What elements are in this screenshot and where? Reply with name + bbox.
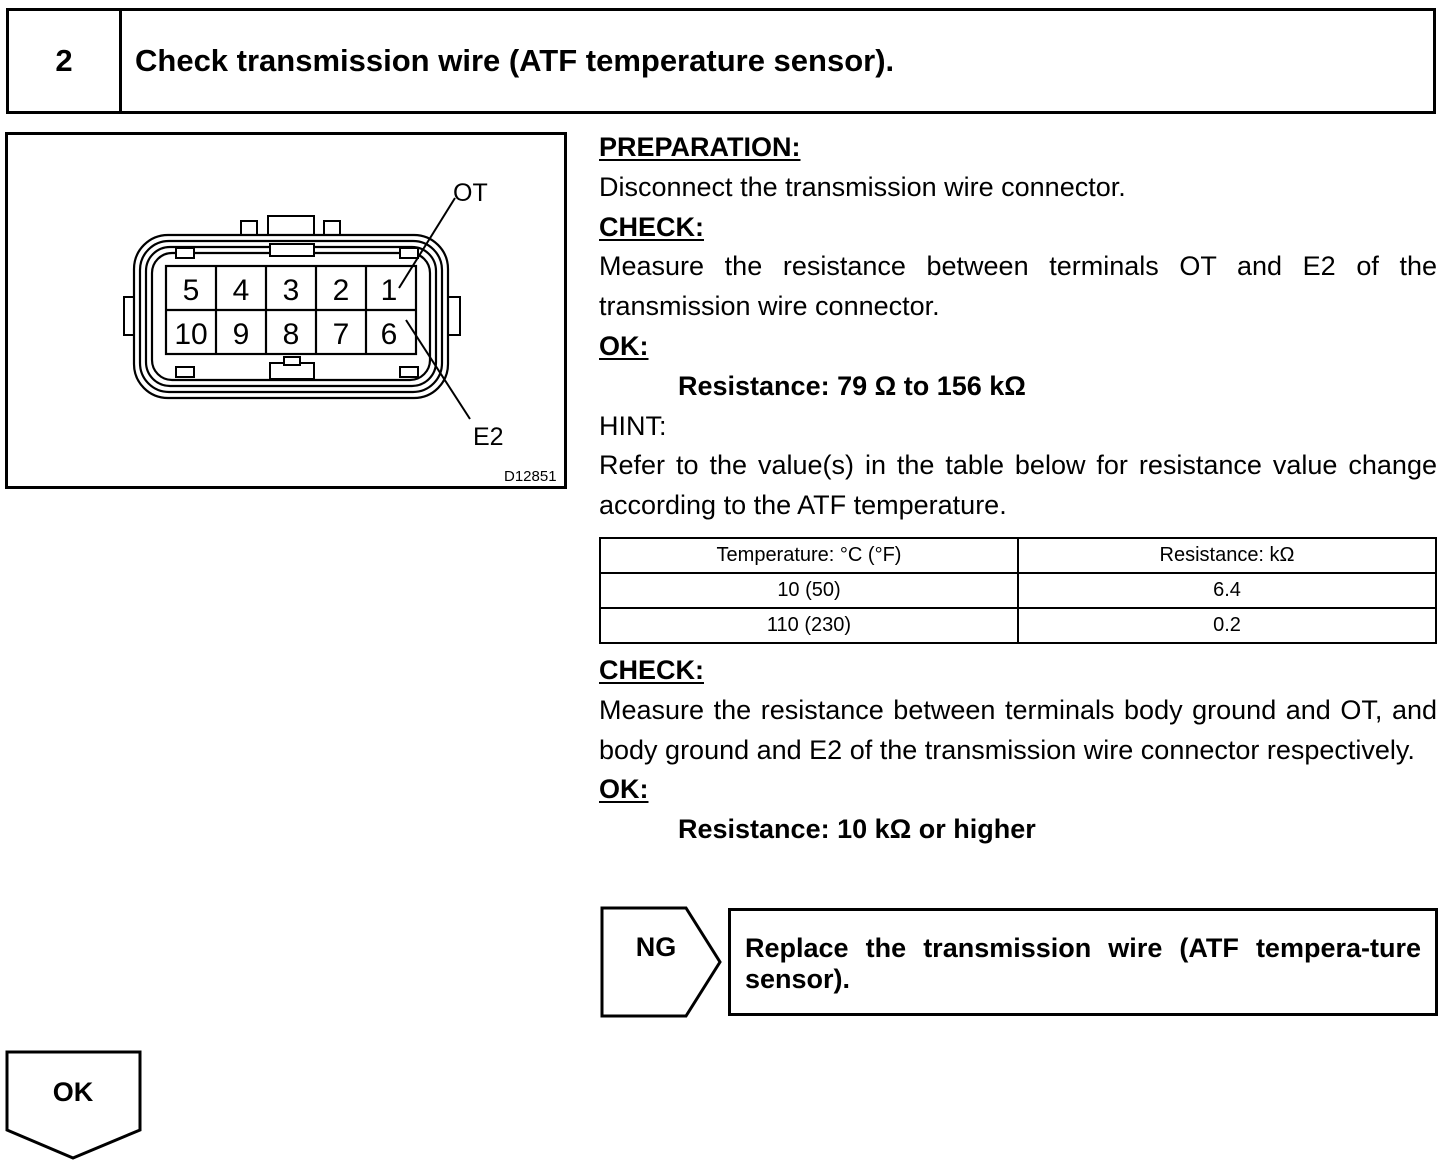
check-heading: CHECK:: [599, 211, 704, 242]
connector-right-latch: [448, 297, 460, 335]
check-text: Measure the resistance between terminals OT and E2 of the transmission wire connector.: [599, 251, 1437, 322]
ok-resistance-spec: Resistance: 79 Ω to 156 kΩ: [678, 370, 1026, 401]
pin-label: 1: [380, 274, 398, 307]
table-row: [600, 608, 1436, 643]
ok-heading: OK:: [599, 330, 649, 361]
ok-resistance-spec: Resistance: 10 kΩ or higher: [678, 814, 1036, 845]
preparation-text: Disconnect the transmission wire connector.: [599, 171, 1126, 202]
ng-label: NG: [635, 932, 677, 962]
ok-heading: OK:: [599, 774, 649, 805]
pin-label: 5: [182, 274, 200, 307]
pin-label: 4: [232, 274, 250, 307]
ng-arrow-box: [600, 906, 724, 1023]
pin-label: 8: [282, 318, 300, 351]
connector-diagram: [8, 135, 564, 486]
pin-label: 10: [174, 318, 208, 351]
table-header-row: [600, 538, 1436, 573]
resistance-table: [599, 537, 1437, 644]
procedure-text: [599, 128, 1437, 850]
table-cell: 6.4: [1018, 573, 1436, 608]
pin-label: 9: [232, 318, 250, 351]
table-row: [600, 573, 1436, 608]
table-header: Resistance: kΩ: [1018, 538, 1436, 573]
step-number: 2: [9, 11, 122, 111]
ok-arrow-box: [5, 1050, 145, 1167]
table-cell: 10 (50): [600, 573, 1018, 608]
preparation-heading: PREPARATION:: [599, 132, 801, 162]
pin-label: 7: [332, 318, 350, 351]
step-header: [6, 8, 1436, 114]
pin-label: 3: [282, 274, 300, 307]
ng-action-text: Replace the transmission wire (ATF tempera-ture sensor).: [745, 933, 1421, 994]
pin-label: 2: [332, 274, 350, 307]
ok-label: OK: [52, 1077, 94, 1107]
table-cell: 110 (230): [600, 608, 1018, 643]
check-text: Measure the resistance between terminals body ground and OT, and body ground and E2 of the transmission wire connector respectively.: [599, 694, 1437, 765]
hint-text: Refer to the value(s) in the table below for resistance value change according to the ATF temperature.: [599, 450, 1437, 521]
pin-label: 6: [380, 318, 398, 351]
check-heading: CHECK:: [599, 654, 704, 685]
table-header: Temperature: °C (°F): [600, 538, 1018, 573]
hint-heading: HINT:: [599, 410, 667, 441]
figure-id: D12851: [504, 468, 557, 485]
connector-figure: [5, 132, 567, 489]
e2-label: E2: [473, 423, 504, 451]
ot-label: OT: [453, 179, 488, 207]
table-cell: 0.2: [1018, 608, 1436, 643]
step-title: Check transmission wire (ATF temperature sensor).: [135, 43, 895, 78]
ng-action-box: [728, 908, 1438, 1016]
